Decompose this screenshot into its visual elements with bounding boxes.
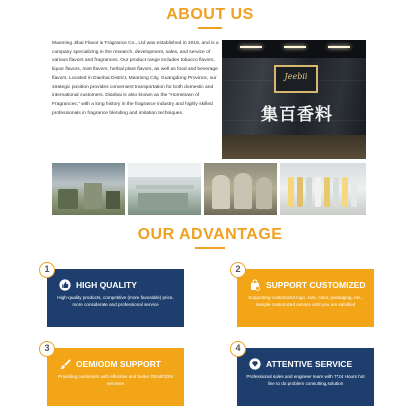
advantage-number-badge: 1 xyxy=(39,262,55,278)
lobby-floor xyxy=(222,135,366,159)
company-lobby-photo xyxy=(222,40,366,159)
advantage-number-badge: 2 xyxy=(230,262,246,278)
card-title: HIGH QUALITY xyxy=(76,280,137,290)
card-description: Professional sales and engineer team with 7*24 Hours hot line to do problem consulting,solution xyxy=(246,374,365,387)
logo-lettering: Jeebii xyxy=(284,72,308,81)
card-description: Supporting customized logo, size, color, packaging, etc., sample customized service until you are satisfied xyxy=(248,295,363,308)
ceiling-light xyxy=(240,46,262,48)
heading-underline xyxy=(198,27,222,29)
shopping-bag-icon xyxy=(249,279,261,291)
factory-production-photo xyxy=(52,163,125,215)
company-logo-sign xyxy=(274,65,318,93)
mixing-tanks-photo xyxy=(204,163,277,215)
advantage-number-badge: 3 xyxy=(39,341,55,357)
about-us-heading xyxy=(0,6,420,29)
card-title: OEM/ODM SUPPORT xyxy=(76,359,162,369)
heading-underline xyxy=(195,247,225,249)
company-chinese-name: 集百香料 xyxy=(261,105,333,124)
advantage-card-high-quality xyxy=(47,269,184,327)
company-intro-text: Maoming Jibai Flavor & Fragrance Co., Ltd was established in 2018, and is a company specializing in the research, development, sales, and service of various flavors and fragrances. Our product range includes tobacco flavors, liquor flavors, mint flavors, herbal plant flavors, as well as food and beverage flavors. Located in Dianbai District, Maoming City, Guangdong Province, our strategic position provides convenient transportation for both domestic and international customers. Dianbai is also known as the "Hometown of Fragrances," with a long history in the fragrance industry and highly skilled professionals in fragrance blending and imitation techniques. xyxy=(52,41,219,116)
about-us-title: ABOUT US xyxy=(166,6,254,23)
product-bottles-photo xyxy=(280,163,366,215)
card-description: High-quality products, competitive (more favorable) price, more considerate and professional service xyxy=(57,295,174,308)
thumbs-up-icon xyxy=(59,279,71,291)
our-advantage-heading xyxy=(0,226,420,249)
advantage-card-support-customized xyxy=(237,269,374,327)
lobby-ceiling xyxy=(222,40,366,58)
our-advantage-title: OUR ADVANTAGE xyxy=(137,226,283,243)
advantage-number-badge: 4 xyxy=(230,341,246,357)
ceiling-light xyxy=(284,46,306,48)
card-title: SUPPORT CUSTOMIZED xyxy=(266,280,366,290)
factory-hall-photo xyxy=(128,163,201,215)
advantage-card-attentive-service xyxy=(237,348,374,406)
brush-icon xyxy=(59,358,71,370)
diamond-icon xyxy=(249,358,261,370)
card-title: ATTENTIVE SERVICE xyxy=(266,359,353,369)
advantage-card-oem-odm-support xyxy=(47,348,184,406)
card-description: Providing customers with effective and better OEM/ODM services xyxy=(57,374,174,387)
ceiling-light xyxy=(328,46,350,48)
